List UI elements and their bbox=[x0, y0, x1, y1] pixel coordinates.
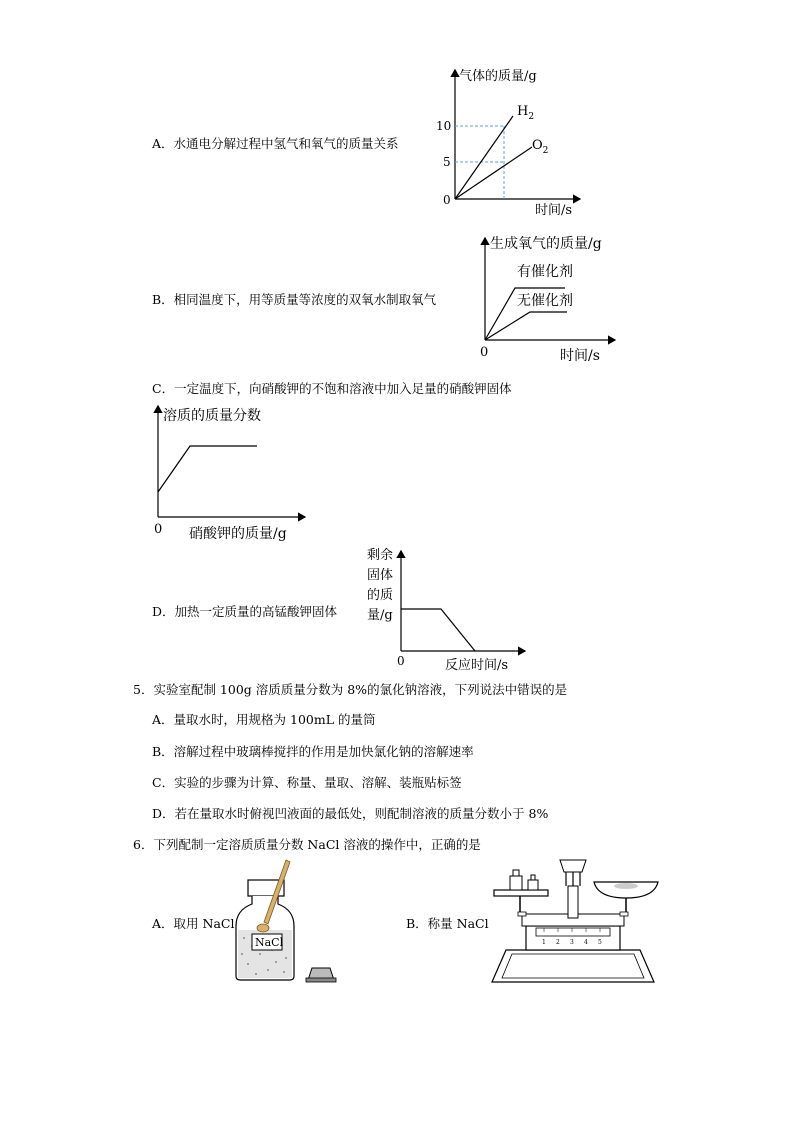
scale-tick-2: 2 bbox=[556, 939, 560, 946]
q6-option-a: A．取用 NaCl bbox=[152, 916, 235, 931]
balance-scale-illustration bbox=[488, 856, 663, 986]
graph-d-y-label-2: 固体 bbox=[367, 568, 394, 583]
scale-tick-5: 5 bbox=[598, 939, 602, 946]
option-b-text: B．相同温度下，用等质量等浓度的双氧水制取氧气 bbox=[152, 292, 437, 307]
weight-large-knob bbox=[513, 870, 519, 876]
graph-b bbox=[465, 230, 635, 370]
graph-a-h2-label: $H_2$ bbox=[517, 104, 535, 122]
reagent-bottle-illustration bbox=[230, 858, 350, 986]
graph-d-x-label: 反应时间/s bbox=[445, 658, 509, 673]
graph-c-origin: 0 bbox=[154, 522, 163, 537]
left-pan bbox=[494, 890, 548, 896]
q5-option-c: C．实验的步骤为计算、称量、量取、溶解、装瓶贴标签 bbox=[152, 775, 462, 790]
q5-option-b: B．溶解过程中玻璃棒搅拌的作用是加快氯化钠的溶解速率 bbox=[152, 744, 474, 759]
graph-b-no-catalyst-line bbox=[485, 312, 567, 340]
graph-d-line bbox=[401, 609, 475, 651]
graph-c-line bbox=[158, 446, 257, 492]
scale-base bbox=[492, 950, 654, 982]
graph-a-origin: 0 bbox=[443, 193, 451, 207]
graph-a-tick-10: 10 bbox=[436, 119, 452, 133]
weight-small bbox=[528, 880, 538, 890]
scale-pointer-top bbox=[560, 860, 586, 872]
graph-b-y-label: 生成氧气的质量/g bbox=[490, 236, 602, 252]
scale-ruler bbox=[536, 928, 610, 936]
q6-option-b: B．称量 NaCl bbox=[406, 916, 489, 931]
graph-c-x-label: 硝酸钾的质量/g bbox=[189, 526, 287, 542]
graph-b-line2-label: 无催化剂 bbox=[517, 293, 573, 309]
graph-d-y-label-4: 量/g bbox=[367, 608, 393, 623]
q5-stem: 5．实验室配制 100g 溶质质量分数为 8%的氯化钠溶液，下列说法中错误的是 bbox=[133, 682, 568, 697]
scale-pointer-column bbox=[568, 886, 578, 918]
graph-d bbox=[365, 545, 535, 675]
scale-tick-4: 4 bbox=[584, 939, 588, 946]
graph-d-y-label-1: 剩余 bbox=[367, 548, 394, 563]
graph-a-y-label: 气体的质量/g bbox=[459, 69, 537, 84]
weight-small-knob bbox=[531, 875, 535, 880]
scale-foot-left bbox=[518, 912, 526, 916]
scale-pointer-fork bbox=[566, 872, 580, 886]
q5-option-d: D．若在量取水时俯视凹液面的最低处，则配制溶液的质量分数小于 8% bbox=[152, 806, 549, 821]
graph-c bbox=[145, 400, 315, 545]
graph-a-tick-5: 5 bbox=[443, 155, 451, 169]
weight-large bbox=[510, 876, 522, 890]
q5-option-a: A．量取水时，用规格为 100mL 的量筒 bbox=[152, 712, 376, 727]
graph-d-y-label-3: 的质 bbox=[367, 588, 394, 603]
spoon-bowl bbox=[257, 924, 269, 932]
graph-b-x-label: 时间/s bbox=[560, 348, 600, 364]
scale-foot-right bbox=[620, 912, 628, 916]
graph-a-o2-label: $O_2$ bbox=[532, 138, 549, 156]
option-d-text: D．加热一定质量的高锰酸钾固体 bbox=[152, 604, 338, 619]
option-c-text: C．一定温度下，向硝酸钾的不饱和溶液中加入足量的硝酸钾固体 bbox=[152, 381, 512, 396]
option-a-text: A．水通电分解过程中氢气和氧气的质量关系 bbox=[152, 136, 399, 151]
graph-a-x-label: 时间/s bbox=[535, 203, 573, 218]
cap-base bbox=[306, 978, 336, 982]
graph-d-origin: 0 bbox=[397, 654, 405, 668]
right-pan-powder bbox=[614, 883, 638, 889]
q6-stem: 6．下列配制一定溶质质量分数 NaCl 溶液的操作中，正确的是 bbox=[133, 837, 481, 852]
graph-b-line1-label: 有催化剂 bbox=[517, 264, 573, 280]
scale-tick-3: 3 bbox=[570, 939, 574, 946]
graph-a bbox=[425, 62, 595, 222]
bottle-label: NaCl bbox=[255, 936, 284, 949]
graph-a-o2-line bbox=[455, 147, 532, 199]
graph-b-origin: 0 bbox=[480, 345, 489, 360]
graph-c-y-label: 溶质的质量分数 bbox=[163, 408, 261, 424]
scale-tick-1: 1 bbox=[542, 939, 546, 946]
